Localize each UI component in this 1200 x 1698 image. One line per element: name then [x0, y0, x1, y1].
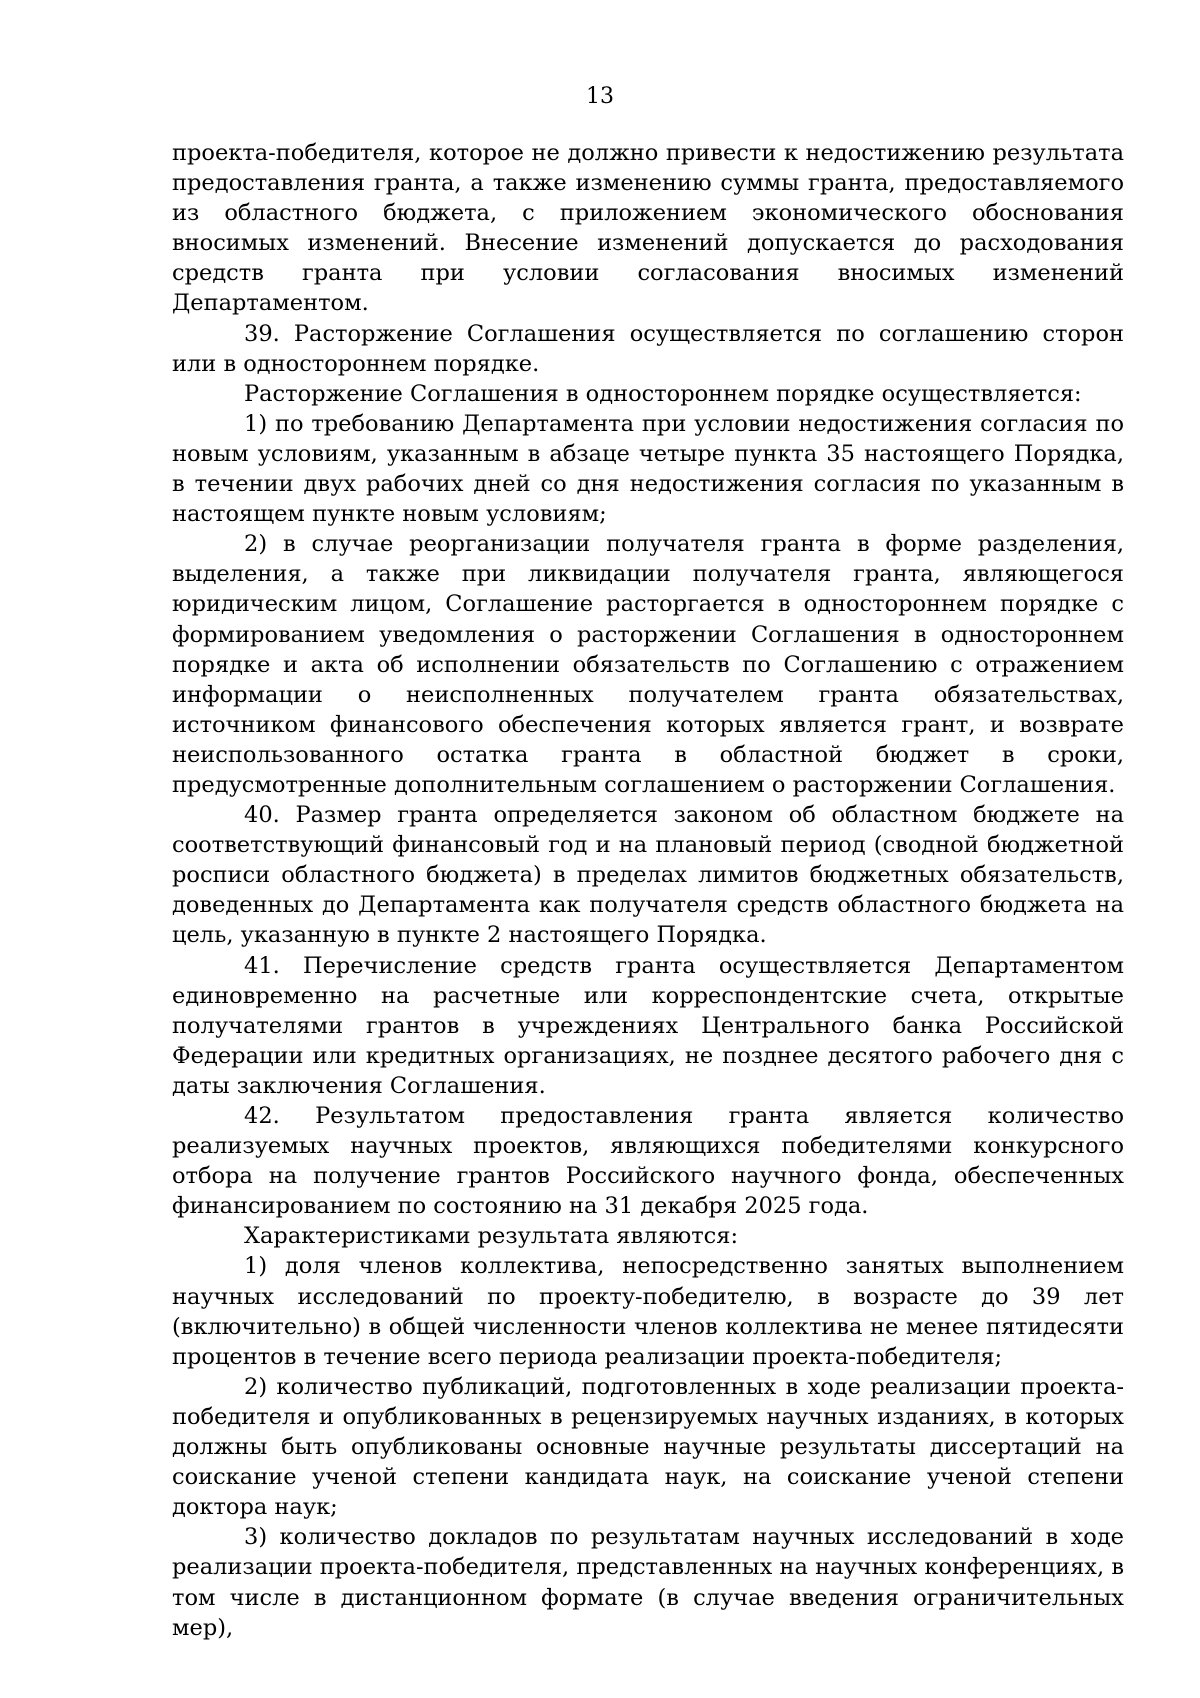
page-number: 13 [586, 84, 614, 109]
paragraph-item-40: 40. Размер гранта определяется законом об областном бюджете на соответствующий финансовый год и на плановый период (сводной бюджетной росписи областного бюджета) в пределах лимитов бюджетных обязательств, доведенных до Департамента как получателя средств областного бюджета на цель, указанную в пункте 2 настоящего Порядка. [172, 802, 1124, 949]
paragraph-item-39: 39. Расторжение Соглашения осуществляется по соглашению сторон или в одностороннем порядке. [172, 320, 1124, 377]
list-item-2: 2) в случае реорганизации получателя гранта в форме разделения, выделения, а также при ликвидации получателя гранта, являющегося юридическим лицом, Соглашение расторгается в одностороннем порядке с формированием уведомления о расторжении Соглашения в одностороннем порядке и акта об исполнении обязательств по Соглашению с отражением информации о неисполненных получателем гранта обязательствах, источником финансового обеспечения которых является грант, и возврате неиспользованного остатка гранта в областной бюджет в сроки, предусмотренные дополнительным соглашением о расторжении Соглашения. [172, 531, 1124, 798]
paragraph-item-41: 41. Перечисление средств гранта осуществляется Департаментом единовременно на расчетные или корреспондентские счета, открытые получателями грантов в учреждениях Центрального банка Российской Федерации или кредитных организациях, не позднее десятого рабочего дня с даты заключения Соглашения. [172, 952, 1124, 1099]
list-item-1: 1) по требованию Департамента при условии недостижения согласия по новым условиям, указанным в абзаце четыре пункта 35 настоящего Порядка, в течении двух рабочих дней со дня недостижения согласия по указанным в настоящем пункте новым условиям; [172, 410, 1124, 528]
paragraph-item-42: 42. Результатом предоставления гранта является количество реализуемых научных проектов, являющихся победителями конкурсного отбора на получение грантов Российского научного фонда, обеспеченных финансированием по состоянию на 31 декабря 2025 года. [172, 1103, 1124, 1220]
paragraph-continuation: проекта-победителя, которое не должно привести к недостижению результата предоставления гранта, а также изменению суммы гранта, предоставляемого из областного бюджета, с приложением экономического обоснования вносимых изменений. Внесение изменений допускается до расходования средств гранта при условии согласования вносимых изменений Департаментом. [172, 140, 1124, 317]
paragraph-termination-intro: Расторжение Соглашения в одностороннем порядке осуществляется: [244, 380, 1082, 407]
characteristic-item-1: 1) доля членов коллектива, непосредственно занятых выполнением научных исследований по проекту-победителю, в возрасте до 39 лет (включительно) в общей численности членов коллектива не менее пятидесяти процентов в течение всего периода реализации проекта-победителя; [172, 1253, 1124, 1370]
paragraph-characteristics-intro: Характеристиками результата являются: [244, 1223, 739, 1250]
characteristic-item-3: 3) количество докладов по результатам научных исследований в ходе реализации проекта-победителя, представленных на научных конференциях, в том числе в дистанционном формате (в случае введения ограничительных мер), [172, 1524, 1124, 1641]
document-body [172, 138, 1124, 1643]
characteristic-item-2: 2) количество публикаций, подготовленных в ходе реализации проекта-победителя и опубликованных в рецензируемых научных изданиях, в которых должны быть опубликованы основные научные результаты диссертаций на соискание ученой степени кандидата наук, на соискание ученой степени доктора наук; [172, 1373, 1124, 1521]
